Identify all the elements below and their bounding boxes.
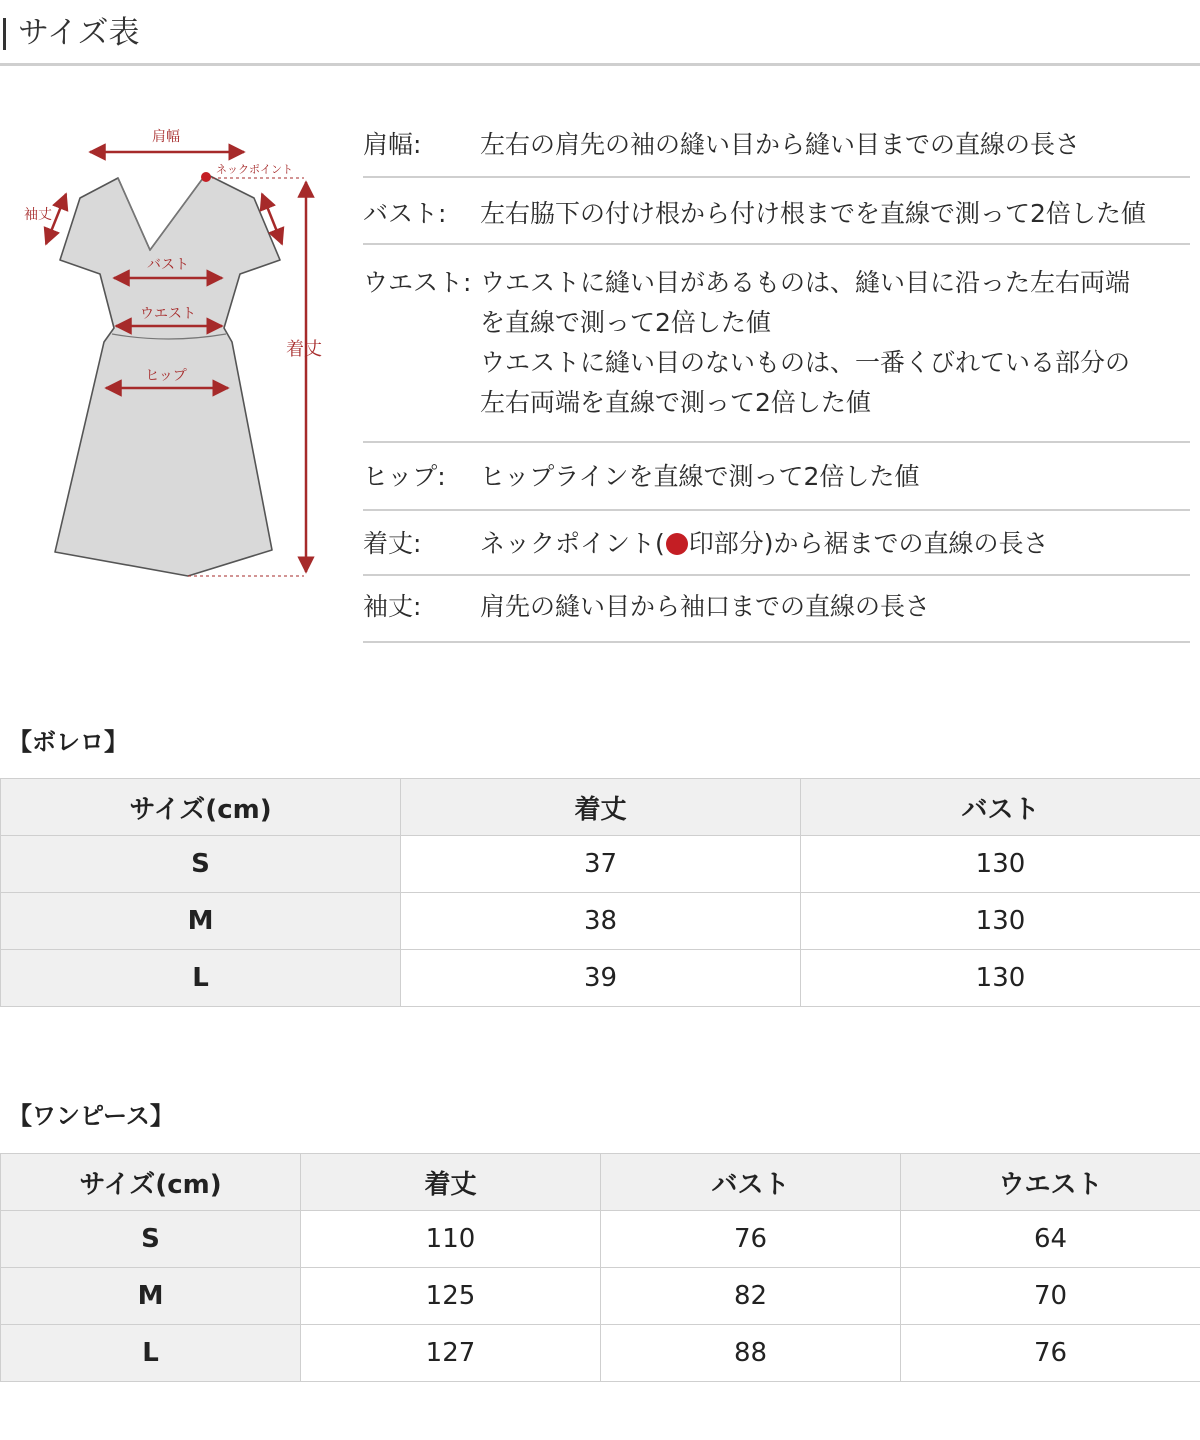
definition-line: 左右両端を直線で測って2倍した値	[480, 388, 871, 417]
header-accent-bar	[3, 18, 6, 50]
size-cell: M	[1, 1268, 301, 1325]
size-cell: M	[1, 893, 401, 950]
length-label: 着丈	[286, 339, 322, 360]
bust-cell: 88	[601, 1325, 901, 1382]
definition-line: ウエストに縫い目のないものは、一番くびれている部分の	[480, 348, 1131, 377]
page-title: サイズ表	[18, 15, 140, 51]
definition-text: 肩先の縫い目から袖口までの直線の長さ	[480, 592, 931, 621]
neckpoint-label: ネックポイント	[216, 163, 293, 176]
table-header-row	[1, 1154, 1200, 1211]
definition-text-before: ネックポイント(	[480, 529, 665, 558]
definition-term: バスト:	[363, 199, 447, 228]
definition-text	[480, 524, 1190, 574]
shoulder-label: 肩幅	[152, 129, 180, 145]
length-cell: 127	[301, 1325, 601, 1382]
size-cell: L	[1, 1325, 301, 1382]
definition-text: 左右の肩先の袖の縫い目から縫い目までの直線の長さ	[480, 130, 1081, 159]
definition-line: ウエストに縫い目があるものは、縫い目に沿った左右両端	[480, 268, 1131, 297]
table-row	[1, 893, 1200, 950]
definition-term: 着丈:	[363, 529, 422, 558]
definition-term: ヒップ:	[363, 462, 446, 491]
definition-line: を直線で測って2倍した値	[480, 308, 771, 337]
table-row	[1, 1325, 1200, 1382]
waist-cell: 76	[901, 1325, 1200, 1382]
waist-label: ウエスト	[140, 306, 196, 322]
column-header-length: 着丈	[301, 1154, 601, 1211]
header	[0, 0, 1200, 66]
dress-illustration	[0, 110, 340, 590]
neckpoint-dot-icon	[666, 533, 688, 555]
definition-length	[363, 511, 1190, 576]
bust-label: バスト	[147, 257, 189, 273]
hip-label: ヒップ	[145, 368, 187, 384]
definition-sleeve	[363, 576, 1190, 643]
table-row	[1, 1211, 1200, 1268]
definition-term: 袖丈:	[363, 592, 422, 621]
definition-bust	[363, 178, 1190, 245]
definition-text-block	[480, 263, 1190, 441]
column-header-bust: バスト	[601, 1154, 901, 1211]
onepiece-section-title: 【ワンピース】	[8, 1102, 174, 1130]
table-row	[1, 1268, 1200, 1325]
measurement-definitions	[363, 110, 1190, 643]
definition-text: ヒップラインを直線で測って2倍した値	[480, 462, 920, 491]
column-header-size: サイズ(cm)	[1, 779, 401, 836]
bust-cell: 130	[801, 836, 1200, 893]
column-header-bust: バスト	[801, 779, 1200, 836]
size-cell: S	[1, 836, 401, 893]
size-cell: S	[1, 1211, 301, 1268]
definition-term: 肩幅:	[363, 130, 422, 159]
bust-cell: 130	[801, 893, 1200, 950]
onepiece-size-table	[0, 1153, 1200, 1382]
bust-cell: 130	[801, 950, 1200, 1007]
definition-term: ウエスト:	[363, 268, 472, 297]
waist-cell: 64	[901, 1211, 1200, 1268]
bust-cell: 76	[601, 1211, 901, 1268]
column-header-size: サイズ(cm)	[1, 1154, 301, 1211]
size-cell: L	[1, 950, 401, 1007]
bolero-size-table	[0, 778, 1200, 1007]
column-header-waist: ウエスト	[901, 1154, 1200, 1211]
definition-text: 左右脇下の付け根から付け根までを直線で測って2倍した値	[480, 199, 1146, 228]
waist-cell: 70	[901, 1268, 1200, 1325]
length-cell: 39	[401, 950, 801, 1007]
definition-shoulder	[363, 110, 1190, 178]
definition-text-after: 印部分)から裾までの直線の長さ	[688, 529, 1049, 558]
table-row	[1, 950, 1200, 1007]
neckpoint-dot	[201, 172, 211, 182]
definition-waist	[363, 245, 1190, 443]
table-row	[1, 836, 1200, 893]
column-header-length: 着丈	[401, 779, 801, 836]
garment-diagram	[0, 110, 340, 590]
definition-hip	[363, 443, 1190, 511]
sleeve-label: 袖丈	[24, 207, 52, 223]
length-cell: 37	[401, 836, 801, 893]
table-header-row	[1, 779, 1200, 836]
length-cell: 38	[401, 893, 801, 950]
length-cell: 110	[301, 1211, 601, 1268]
length-cell: 125	[301, 1268, 601, 1325]
bolero-section-title: 【ボレロ】	[8, 728, 128, 756]
bust-cell: 82	[601, 1268, 901, 1325]
